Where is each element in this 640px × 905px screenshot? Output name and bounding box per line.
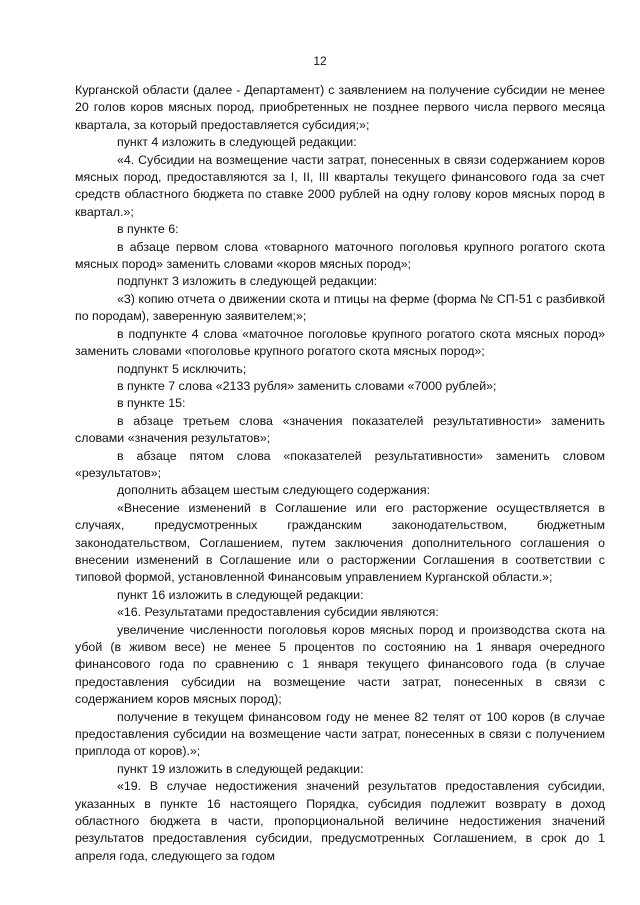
paragraph: в пункте 15:	[117, 396, 186, 411]
paragraph: пункт 16 изложить в следующей редакции:	[117, 587, 364, 602]
paragraph: пункт 4 изложить в следующей редакции:	[117, 135, 357, 150]
paragraph: «Внесение изменений в Соглашение или его расторжение осуществляется в случаях, предусмотренных гражданским законодательством, бюджетным законодательством, Соглашением, путем заключения дополнительного соглашения о внесении изменений в Соглашение или о расторжении Соглашения в соответствии с типовой формой, установленной Финансовым управлением Курганской области.»;	[75, 500, 605, 585]
paragraph: в абзаце первом слова «товарного маточного поголовья крупного рогатого скота мясных пород» заменить словами «коров мясных пород»;	[75, 239, 605, 272]
paragraph: «16. Результатами предоставления субсидии являются:	[117, 605, 439, 620]
paragraph: подпункт 5 исключить;	[117, 361, 247, 376]
paragraph: «4. Субсидии на возмещение части затрат, понесенных в связи содержанием коров мясных пород, предоставляются за I, II, III кварталы текущего финансового года за счет средств областного бюджета по ставке 2000 рублей на одну голову коров мясных пород в квартал.»;	[75, 152, 605, 219]
paragraph: дополнить абзацем шестым следующего содержания:	[117, 483, 431, 498]
paragraph: «3) копию отчета о движении скота и птицы на ферме (форма № СП-51 с разбивкой по породам), заверенную заявителем;»;	[75, 291, 605, 324]
paragraph: в абзаце пятом слова «показателей результативности» заменить словом «результатов»;	[75, 448, 605, 480]
page-number: 12	[313, 54, 327, 68]
paragraph: увеличение численности поголовья коров мясных пород и производства скота на убой (в живом весе) не менее 5 процентов по состоянию на 1 января очередного финансового года по сравнению с 1 января текущего финансового года (в случае предоставления субсидии на возмещение части затрат, понесенных в связи с содержанием коров мясных пород);	[75, 622, 605, 707]
paragraph: в пункте 7 слова «2133 рубля» заменить словами «7000 рублей»;	[117, 378, 497, 393]
paragraph: в пункте 6:	[117, 222, 179, 237]
paragraph: в подпункте 4 слова «маточное поголовье крупного рогатого скота мясных пород» заменить словами «поголовье крупного рогатого скота мясных пород»;	[75, 326, 605, 359]
paragraph: подпункт 3 изложить в следующей редакции:	[117, 274, 378, 289]
document-body	[75, 82, 605, 865]
paragraph: получение в текущем финансовом году не менее 82 телят от 100 коров (в случае предоставления субсидии на возмещение части затрат, понесенных в связи с получением приплода от коров).»;	[75, 709, 605, 759]
paragraph: «19. В случае недостижения значений результатов предоставления субсидии, указанных в пункте 16 настоящего Порядка, субсидия подлежит возврату в доход областного бюджета в части, пропорциональной величине недостижения значений результатов предоставления субсидии, предусмотренных Соглашением, в срок до 1 апреля года, следующего за годом	[75, 779, 605, 863]
paragraph: в абзаце третьем слова «значения показателей результативности» заменить словами «значения результатов»;	[75, 413, 605, 446]
paragraph: пункт 19 изложить в следующей редакции:	[117, 761, 364, 776]
paragraph: Курганской области (далее - Департамент) с заявлением на получение субсидии не менее 20 голов коров мясных пород, приобретенных не позднее первого числа первого месяца квартала, за который предоставляется субсидия;»;	[75, 83, 605, 132]
